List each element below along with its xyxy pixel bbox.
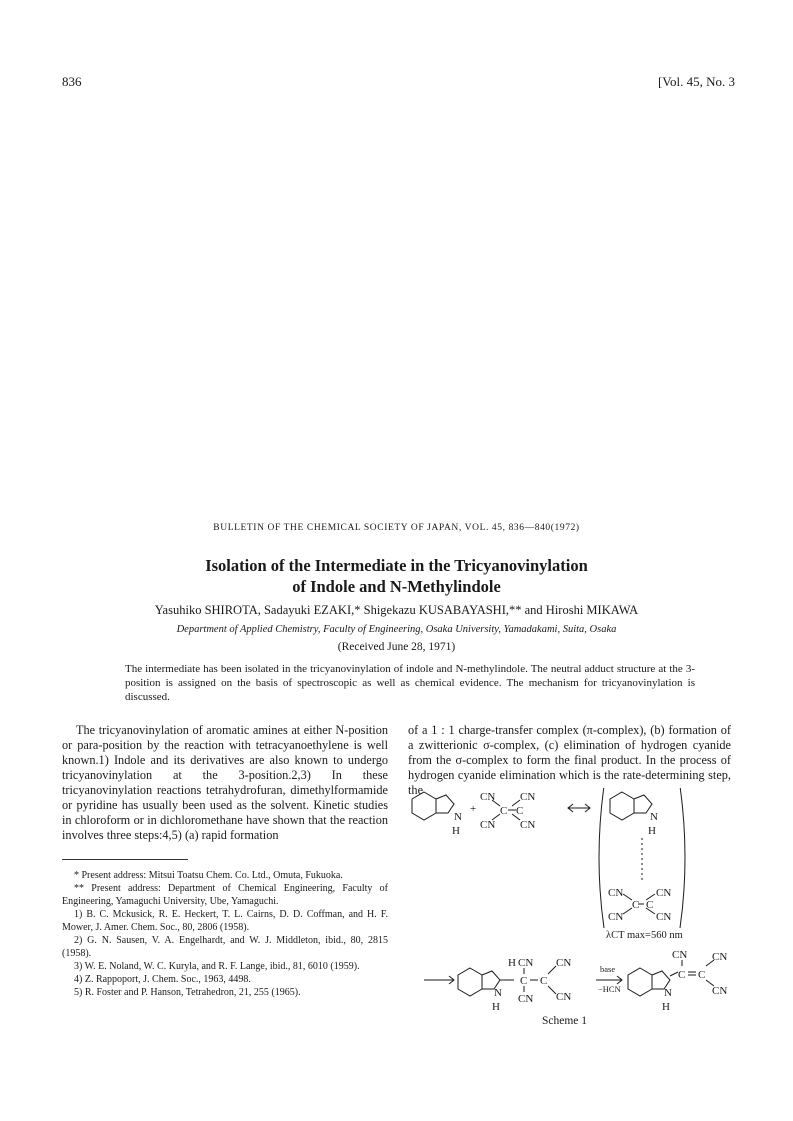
volume-info: [Vol. 45, No. 3	[657, 74, 735, 89]
cyano-label: CN	[712, 985, 728, 997]
hcn-elimination-label: −HCN	[598, 984, 621, 994]
hydrogen-label: H	[492, 1001, 500, 1013]
scheme-labels	[452, 791, 727, 1027]
carbon-label: C	[520, 975, 528, 987]
carbon-label: C	[516, 805, 524, 817]
body-text-right-column: of a 1 : 1 charge-transfer complex (π-complex), (b) formation of a zwitterionic σ-complex, (c) elimination of hydrogen cyanide from the σ-complex to form the final product. In the process of hydrogen cyanide elimination which is the rate-determining step, the	[408, 723, 731, 797]
footnote-item: * Present address: Mitsui Toatsu Chem. Co. Ltd., Omuta, Fukuoka.	[74, 870, 343, 881]
cyano-label: CN	[520, 791, 536, 803]
nitrogen-label: N	[664, 987, 672, 999]
cyano-label: CN	[518, 957, 534, 969]
nitrogen-label: N	[454, 811, 462, 823]
cyano-label: CN	[518, 993, 534, 1005]
hydrogen-label: H	[508, 957, 516, 969]
scheme-caption: Scheme 1	[542, 1015, 588, 1027]
carbon-label: C	[698, 969, 706, 981]
cyano-label: CN	[480, 791, 496, 803]
footnote-item: 1) B. C. Mckusick, R. E. Heckert, T. L. Cairns, D. D. Coffman, and H. F. Mower, J. Amer. Chem. Soc., 80, 2806 (1958).	[62, 909, 388, 933]
hydrogen-label: H	[662, 1001, 670, 1013]
reaction-scheme	[408, 788, 738, 1028]
carbon-label: C	[540, 975, 548, 987]
paper-title	[0, 555, 793, 597]
footnotes	[62, 869, 388, 999]
cyano-label: CN	[656, 887, 672, 899]
footnote-item: ** Present address: Department of Chemical Engineering, Faculty of Engineering, Yamaguchi University, Ube, Yamaguchi.	[62, 883, 388, 907]
received-date: (Received June 28, 1971)	[337, 641, 456, 653]
footnote-item: 4) Z. Rappoport, J. Chem. Soc., 1963, 4498.	[74, 974, 251, 985]
cyano-label: CN	[656, 911, 672, 923]
indole-benzene-ring	[628, 968, 652, 996]
title-line-2: of Indole and N-Methylindole	[292, 577, 501, 596]
cyano-label: CN	[480, 819, 496, 831]
indole-benzene-ring	[610, 792, 634, 820]
cyano-label: CN	[556, 991, 572, 1003]
carbon-label: C	[678, 969, 686, 981]
carbon-label: C	[500, 805, 508, 817]
affiliation: Department of Applied Chemistry, Faculty of Engineering, Osaka University, Yamadakami, Suita, Osaka	[176, 624, 617, 635]
abstract: The intermediate has been isolated in the tricyanovinylation of indole and N-methylindole. The neutral adduct structure at the 3-position is assigned on the basis of spectroscopic as well as chemical evidence. The mechanism for tricyanovinylation is discussed.	[125, 663, 695, 703]
hydrogen-label: H	[452, 825, 460, 837]
cyano-label: CN	[520, 819, 536, 831]
base-label: base	[600, 964, 616, 974]
page-number: 836	[62, 74, 82, 89]
lambda-ct-label: λCT max=560 nm	[606, 930, 683, 941]
plus-sign: +	[470, 803, 477, 815]
cyano-label: CN	[556, 957, 572, 969]
nitrogen-label: N	[494, 987, 502, 999]
footnote-item: 2) G. N. Sausen, V. A. Engelhardt, and W. J. Middleton, ibid., 80, 2815 (1958).	[62, 935, 388, 959]
cyano-label: CN	[712, 951, 728, 963]
body-text-left-column: The tricyanovinylation of aromatic amines at either N-position or para-position by the reaction with tetracyanoethylene is well known.1) Indole and its derivatives are also known to undergo tricyanovinylation at the 3-position.2,3) In these tricyanovinylation reactions tetrahydrofuran, dimethylformamide or pyridine has usually been used as the solvent. Kinetic studies in chloroform or in dichloromethane have shown that the reaction involves three steps:4,5) (a) rapid formation	[62, 723, 388, 842]
carbon-label: C	[646, 899, 654, 911]
footnote-divider	[62, 859, 188, 860]
hydrogen-label: H	[648, 825, 656, 837]
journal-citation-line: BULLETIN OF THE CHEMICAL SOCIETY OF JAPAN, VOL. 45, 836—840(1972)	[213, 523, 580, 533]
cyano-label: CN	[672, 949, 688, 961]
title-line-1: Isolation of the Intermediate in the Tricyanovinylation	[205, 556, 588, 575]
carbon-label: C	[632, 899, 640, 911]
left-parenthesis	[599, 788, 604, 928]
author-list: Yasuhiko SHIROTA, Sadayuki EZAKI,* Shigekazu KUSABAYASHI,** and Hiroshi MIKAWA	[154, 603, 639, 617]
nitrogen-label: N	[650, 811, 658, 823]
indole-benzene-ring	[412, 792, 436, 820]
indole-pyrrole-ring	[436, 795, 454, 813]
footnote-item: 5) R. Foster and P. Hanson, Tetrahedron, 21, 255 (1965).	[74, 987, 301, 998]
cyano-label: CN	[608, 887, 624, 899]
footnote-item: 3) W. E. Noland, W. C. Kuryla, and R. F. Lange, ibid., 81, 6010 (1959).	[74, 961, 360, 972]
cyano-label: CN	[608, 911, 624, 923]
indole-benzene-ring	[458, 968, 482, 996]
right-parenthesis	[680, 788, 685, 928]
